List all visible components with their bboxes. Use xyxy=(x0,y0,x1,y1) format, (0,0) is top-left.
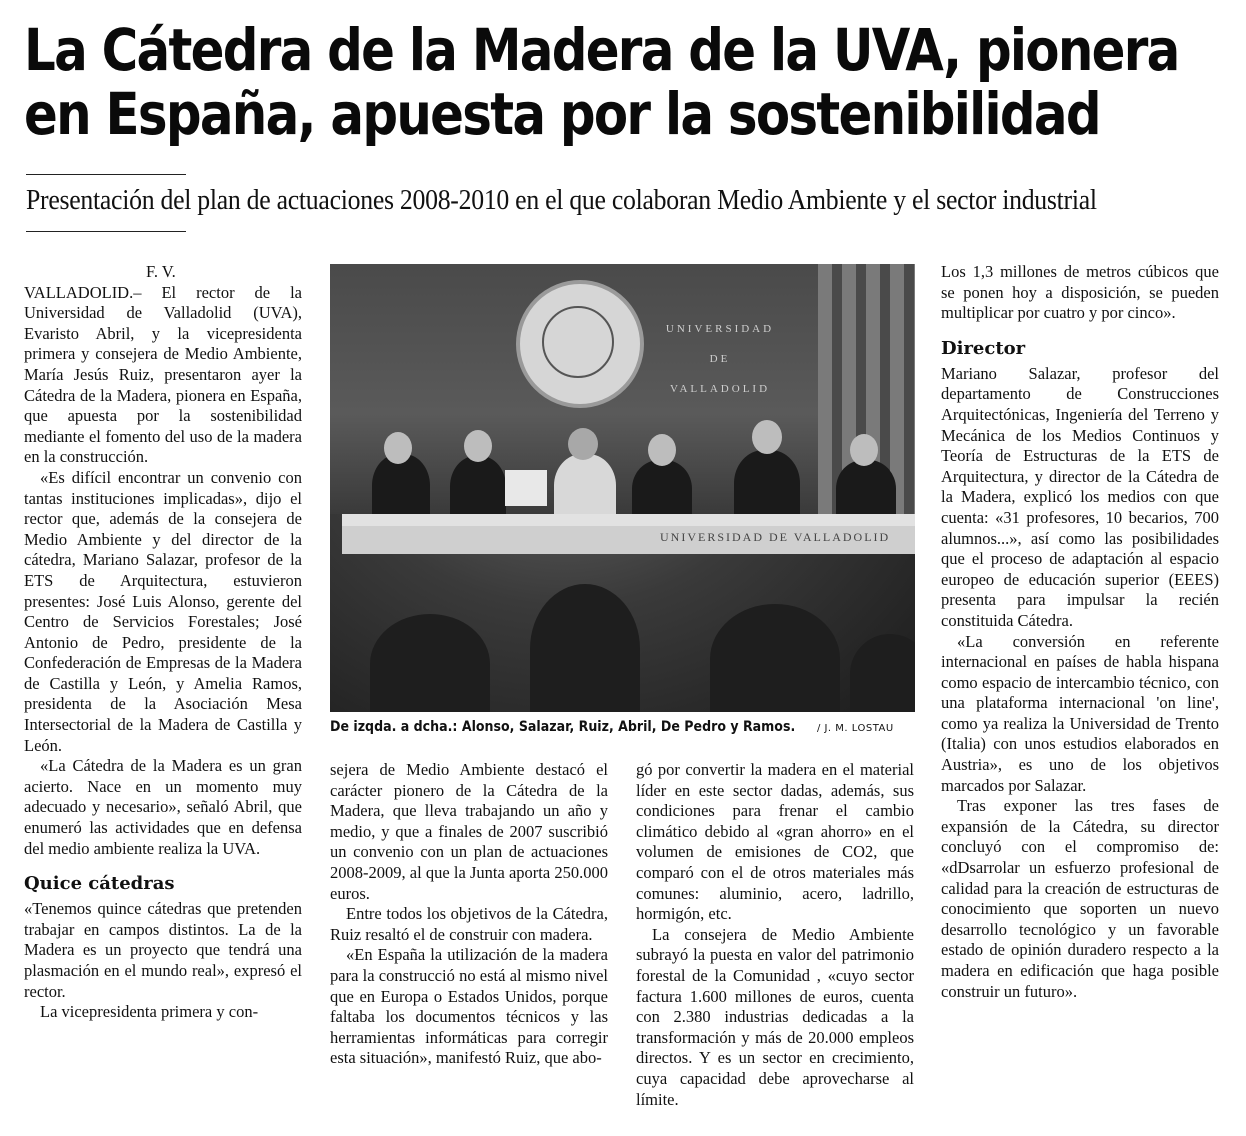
paragraph: Tras exponer las tres fases de expansión de la Cátedra, su director concluyó con el compromiso de: «dDsarrolar un esfuerzo profesional de calidad para la creación de estructuras de conocimiento que soporten un nuevo desarrollo tecnológico y un favorable estado de opinión duradero respecto a la madera en edificación que haga posible construir un futuro». xyxy=(941,796,1219,1001)
table-lettering: UNIVERSIDAD DE VALLADOLID xyxy=(660,530,891,544)
person-head xyxy=(648,434,676,466)
audience-head xyxy=(530,584,640,712)
subtitle: Presentación del plan de actuaciones 2008-2010 en el que colaboran Medio Ambiente y el sector industrial xyxy=(26,185,1097,216)
paragraph: gó por convertir la madera en el material líder en este sector dadas, además, sus condiciones para frenar el cambio climático debido al «gran ahorro» en el volumen de emisiones de CO2, que comparó con el de otros materiales más comunes: aluminio, acero, ladrillo, hormigón, etc. xyxy=(636,760,914,924)
article-column-4 xyxy=(941,262,1219,1002)
person-head xyxy=(752,420,782,454)
laptop-icon xyxy=(505,470,547,506)
subtitle-rule-bottom xyxy=(26,231,186,232)
audience-head xyxy=(710,604,840,712)
paragraph: «Es difícil encontrar un convenio con tantas instituciones implicadas», dijo el rector que, además de la consejera de Medio Ambiente y del director de la cátedra, Mariano Salazar, profesor de la ETS de Arquitectura, estuvieron presentes: José Luis Alonso, gerente del Centro de Servicios Forestales; José Antonio de Pedro, presidente de la Confederación de Empresas de la Madera de Castilla y León, y Amelia Ramos, presidenta de la Asociación Mesa Intersectorial de la Madera de Castilla y León. xyxy=(24,467,302,755)
paragraph: Entre todos los objetivos de la Cátedra, Ruiz resaltó el de construir con madera. xyxy=(330,904,608,944)
university-seal-inner-icon xyxy=(542,306,614,378)
paragraph: «En España la utilización de la madera para la construcció no está al mismo nivel que en Europa o Estados Unidos, porque faltaba los documentos técnicos y las herramientas informáticas para corregir esta situación», manifestó Ruiz, que abo- xyxy=(330,945,608,1068)
paragraph: «La Cátedra de la Madera es un gran acierto. Nace en un momento muy adecuado y necesario», señaló Abril, que enumeró las actividades que en defensa del medio ambiente realiza la UVA. xyxy=(24,756,302,858)
subtitle-rule-top xyxy=(26,174,186,175)
paragraph: La vicepresidenta primera y con- xyxy=(40,1002,259,1022)
audience-head xyxy=(850,634,915,712)
audience-head xyxy=(370,614,490,712)
paragraph: VALLADOLID.– El rector de la Universidad de Valladolid (UVA), Evaristo Abril, y la vicepresidenta primera y consejera de Medio Ambiente, María Jesús Ruiz, presentaron ayer la Cátedra de la Madera, pionera en España, que apuesta por la sostenibilidad mediante el fomento del uso de la madera en la construcción. xyxy=(24,282,302,467)
article-column-3 xyxy=(636,760,914,1110)
headline xyxy=(24,16,1179,148)
person-head xyxy=(464,430,492,462)
headline-line-1: La Cátedra de la Madera de la UVA, pionera xyxy=(24,16,1179,84)
article-column-1 xyxy=(24,262,302,1023)
section-heading-quice-catedras: Quice cátedras xyxy=(24,873,175,895)
news-photo xyxy=(330,264,915,712)
photo-caption xyxy=(330,718,930,736)
person-silhouette xyxy=(734,450,800,524)
byline: F. V. xyxy=(146,262,176,281)
person-head xyxy=(850,434,878,466)
headline-line-2: en España, apuesta por la sostenibilidad xyxy=(24,80,1100,148)
wall-text-line: UNIVERSIDAD xyxy=(665,323,775,335)
paragraph: sejera de Medio Ambiente destacó el carácter pionero de la Cátedra de la Madera, que lleva trabajando un año y medio, y que a finales de 2007 suscribió un convenio con un plan de actuaciones 2008-2009, al que la Junta aporta 250.000 euros. xyxy=(330,760,608,903)
caption-credit: / J. M. LOSTAU xyxy=(816,723,894,734)
photo-wall-lettering xyxy=(660,314,780,404)
paragraph: «Tenemos quince cátedras que pretenden trabajar en campos distintos. La de la Madera es un proyecto que tendrá una plasmación en el mundo real», expresó el rector. xyxy=(24,899,302,1001)
paragraph: «La conversión en referente internacional en países de habla hispana como espacio de intercambio técnico, con una plataforma internacional 'on line', como ya realiza la Universidad de Trento (Italia) con unos estudios elaborados en Austria», es uno de los objetivos marcados por Salazar. xyxy=(941,631,1219,795)
person-head xyxy=(384,432,412,464)
paragraph: Mariano Salazar, profesor del departamento de Construcciones Arquitectónicas, Ingeniería del Terreno y Mecánica de los Medios Continuos y Teoría de Estructuras de la ETS de Arquitectura, y director de la Cátedra de la Madera, explicó los medios con que cuenta: «31 profesores, 10 becarios, 700 alumnos...», así como las posibilidades que el proceso de adaptación al espacio europeo de educación superior (EEES) presenta para impulsar la recién constituida Cátedra. xyxy=(941,363,1219,630)
paragraph: Los 1,3 millones de metros cúbicos que se ponen hoy a disposición, se pueden multiplicar por cuatro y por cinco». xyxy=(941,262,1219,323)
caption-text: De izqda. a dcha.: Alonso, Salazar, Ruiz, Abril, De Pedro y Ramos. xyxy=(330,719,796,735)
person-head xyxy=(568,428,598,460)
paragraph: La consejera de Medio Ambiente subrayó la puesta en valor del patrimonio forestal de la Comunidad , «cuyo sector factura 1.600 millones de euros, cuenta con 2.380 industrias dedicadas a la transformación y más de 20.000 empleos directos. Y es un sector en crecimiento, cuya capacidad debe aprovecharse al límite. xyxy=(636,924,914,1109)
wall-text-line: VALLADOLID xyxy=(669,383,771,395)
wall-text-line: DE xyxy=(709,353,731,365)
section-heading-director: Director xyxy=(941,337,1026,359)
article-column-2 xyxy=(330,760,608,1069)
